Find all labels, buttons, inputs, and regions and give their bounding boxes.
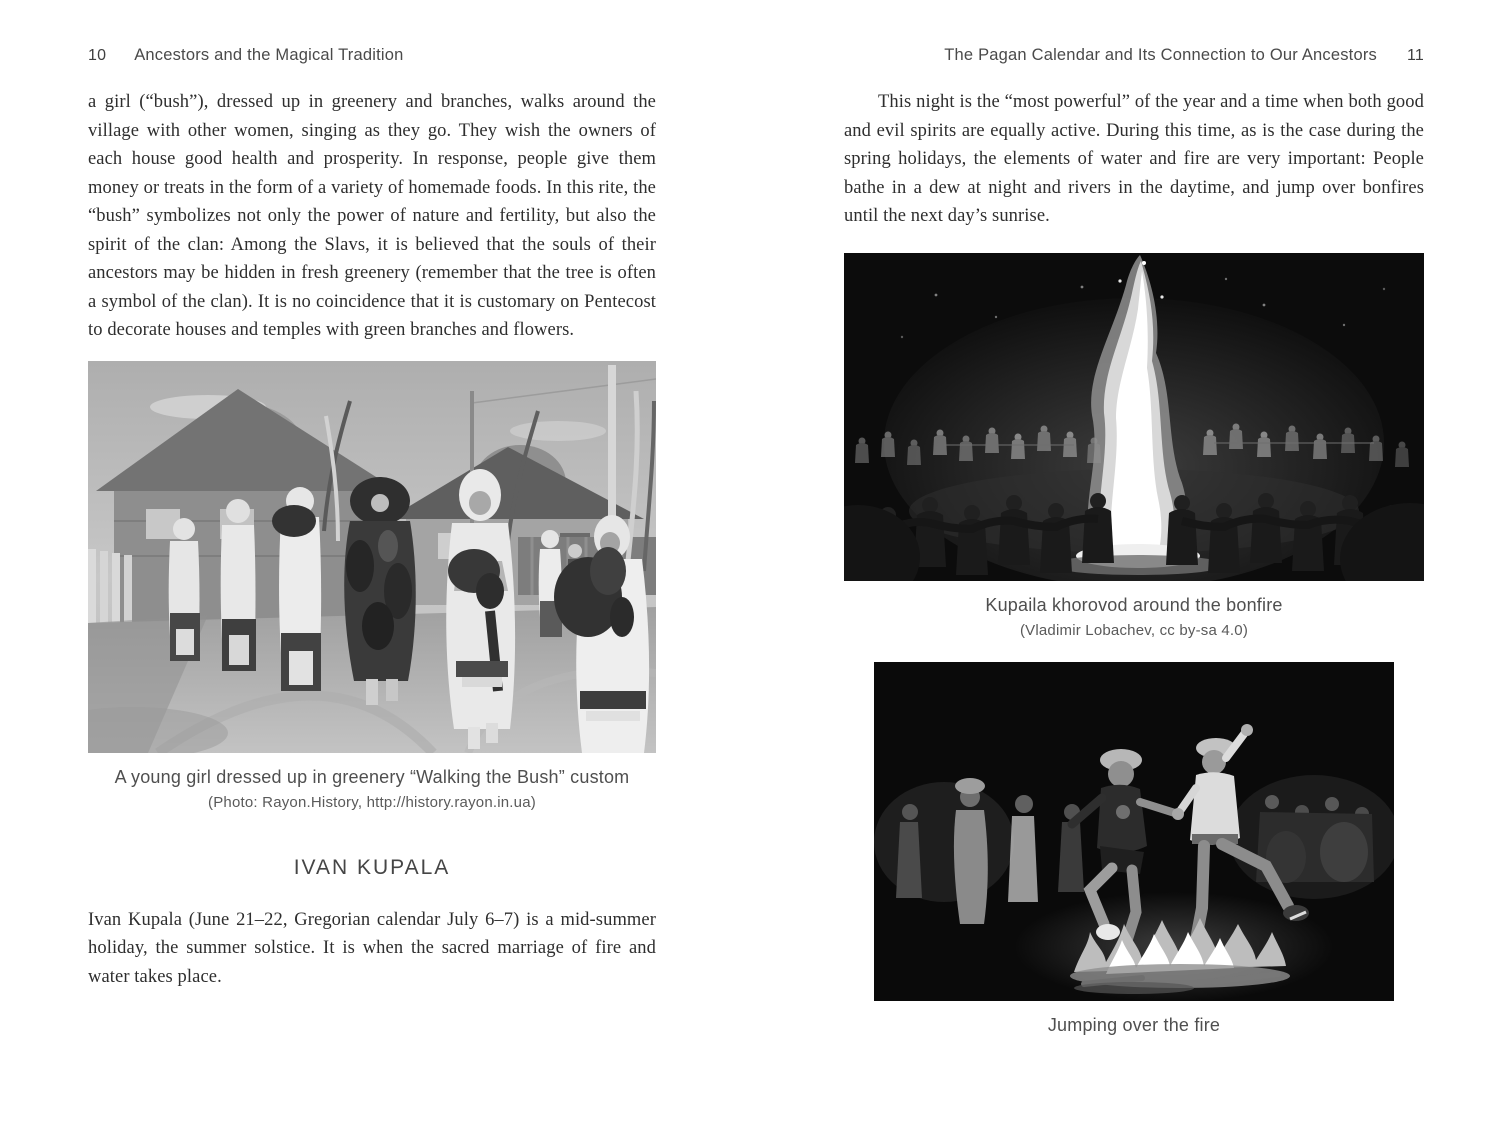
- bonfire-illustration: [844, 253, 1424, 581]
- running-header-right: [844, 46, 1424, 68]
- jumping-caption: Jumping over the fire: [1047, 1014, 1221, 1035]
- running-title-left: Ancestors and the Magical Tradition: [134, 46, 404, 64]
- left-photo-credit: (Photo: Rayon.History, http://history.rayon.in.ua): [208, 793, 536, 811]
- bonfire-photo: [844, 253, 1424, 581]
- fire-jumping-photo: [874, 662, 1394, 1001]
- page-right: [844, 46, 1424, 1036]
- right-paragraph: This night is the “most powerful” of the year and a time when both good and evil spirits are equally active. During this time, as is the case during the spring holidays, the elements of water and fire are very important: People bathe in a dew at night and rivers in the daytime, and jump over bonfires until the next day’s sunrise.: [844, 92, 1424, 226]
- page-number-right: 11: [1406, 47, 1424, 64]
- village-procession-illustration: [88, 361, 656, 753]
- left-paragraph: a girl (“bush”), dressed up in greenery and branches, walks around the village with other women, singing as they go. They wish the owners of each house good health and prosperity. In response, people give them money or treats in the form of a variety of homemade foods. In this rite, the “bush” symbolizes not only the power of nature and fertility, but also the spirit of the clan: Among the Slavs, it is believed that the souls of their ancestors may be hidden in fresh greenery (remember that the tree is often a symbol of the clan). It is no coincidence that it is customary on Pentecost to decorate houses and temples with green branches and flowers.: [88, 92, 656, 340]
- bonfire-credit: (Vladimir Lobachev, cc by-sa 4.0): [1019, 621, 1249, 639]
- running-header-left: [88, 46, 656, 68]
- bonfire-caption: Kupaila khorovod around the bonfire: [985, 594, 1283, 615]
- walking-bush-photo: [88, 361, 656, 753]
- left-section-paragraph: Ivan Kupala (June 21–22, Gregorian calendar July 6–7) is a mid-summer holiday, the summer solstice. It is when the sacred marriage of fire and water takes place.: [88, 909, 656, 987]
- section-heading-ivan-kupala: IVAN KUPALA: [293, 855, 451, 879]
- page-number-left: 10: [88, 47, 107, 64]
- bush-girl-figure: [344, 477, 416, 705]
- left-photo-caption: A young girl dressed up in greenery “Walking the Bush” custom: [114, 766, 630, 787]
- fire-jumping-illustration: [874, 662, 1394, 1001]
- running-title-right: The Pagan Calendar and Its Connection to Our Ancestors: [944, 46, 1377, 64]
- page-left: [88, 46, 656, 991]
